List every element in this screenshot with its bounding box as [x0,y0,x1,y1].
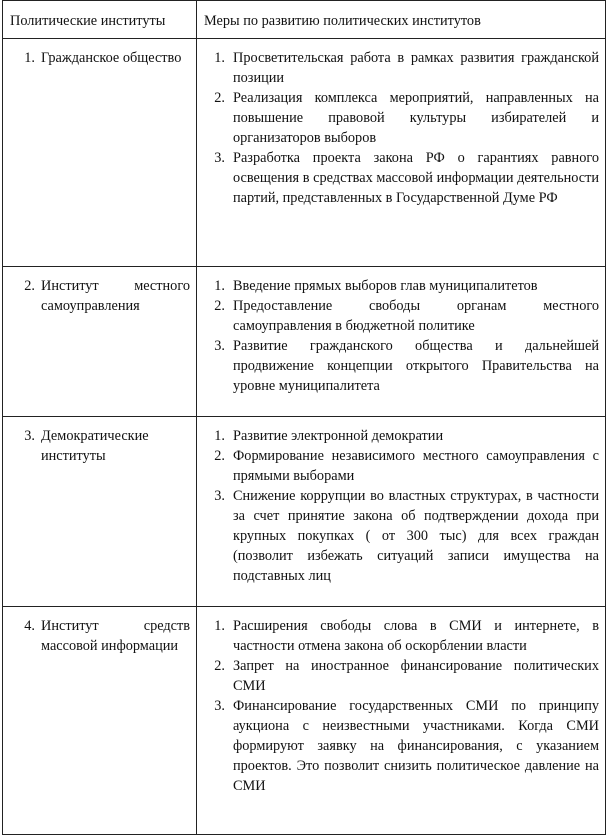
measure-item: 1. Просветительская работа в рамках развития гражданской позиции [214,50,599,86]
institute-number: 2. [24,278,35,294]
table-row [3,267,606,417]
measure-item: 2. Формирование независимого местного самоуправления с прямыми выборами [214,448,599,484]
institute-cell [3,267,197,417]
measure-item: 3. Разработка проекта закона РФ о гарантиях равного освещения в средствах массовой информации деятельности партий, представленных в Государственной Думе РФ [214,150,599,206]
measure-item: 2. Предоставление свободы органам местного самоуправления в бюджетной политике [214,298,599,334]
table-header-row [3,1,606,39]
institute-name: Институт средств массовой информации [41,618,190,654]
header-institutes: Политические институты [3,1,197,39]
measure-item: 1. Введение прямых выборов глав муниципалитетов [214,278,538,294]
header-measures: Меры по развитию политических институтов [197,1,606,39]
institute-cell [3,39,197,267]
measure-item: 1. Развитие электронной демократии [214,428,444,444]
measure-item: 3. Снижение коррупции во властных структурах, в частности за счет принятие закона об подтверждении дохода при крупных покупках ( от 300 тыс) для всех граждан (позволит избежать ситуаций записи имущества на подставных лиц [214,488,599,584]
institute-cell [3,417,197,607]
measure-item: 3. Финансирование государственных СМИ по принципу аукциона с неизвестными участниками. Когда СМИ формируют заявку на финансирования, с указанием проектов. Это позволит снизить политическое давление на СМИ [214,698,599,794]
table-row [3,39,606,267]
measures-cell [197,39,606,267]
institutions-table [2,0,606,835]
institute-name: Институт местного самоуправления [41,278,190,314]
institute-number: 1. [24,50,35,66]
institute-name: Гражданское общество [41,50,182,66]
institute-number: 3. [24,428,35,444]
institute-name: Демократические институты [41,428,149,464]
institute-number: 4. [24,618,35,634]
measures-cell [197,267,606,417]
measures-cell [197,607,606,835]
table-row [3,417,606,607]
table-row [3,607,606,835]
measure-item: 2. Реализация комплекса мероприятий, направленных на повышение правовой культуры избирателей и организаторов выборов [214,90,599,146]
measure-item: 1. Расширения свободы слова в СМИ и интернете, в частности отмена закона об оскорблении власти [214,618,599,654]
measure-item: 2. Запрет на иностранное финансирование политических СМИ [214,658,599,694]
measures-cell [197,417,606,607]
institute-cell [3,607,197,835]
measure-item: 3. Развитие гражданского общества и дальнейшей продвижение концепции открытого Правительства на уровне муниципалитета [214,338,599,394]
